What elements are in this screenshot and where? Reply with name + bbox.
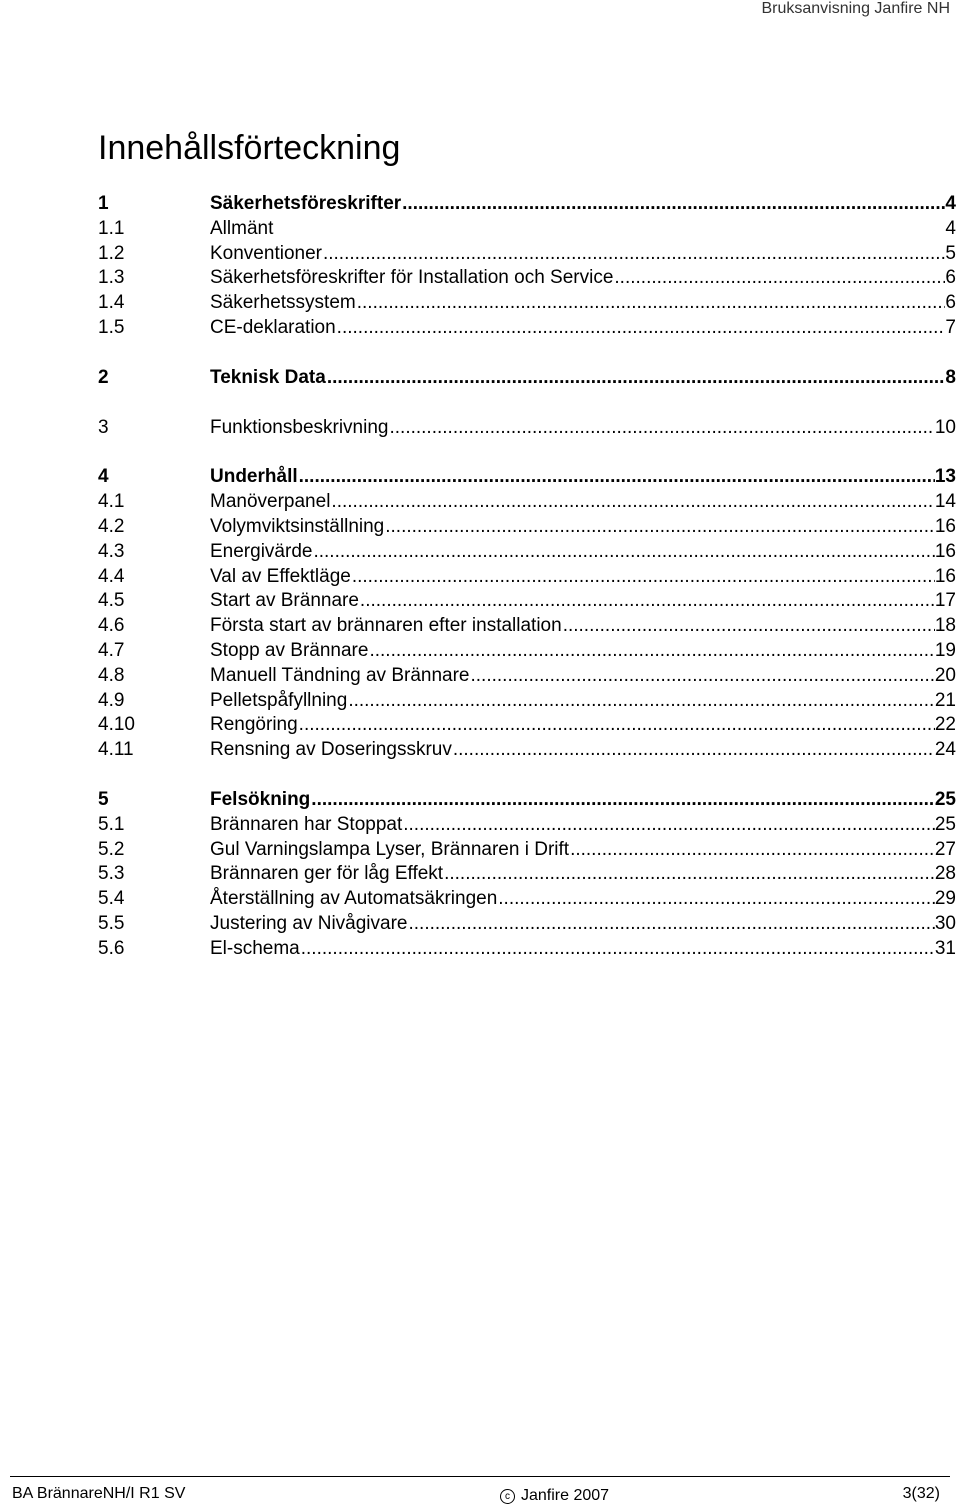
toc-entry-page: 27: [934, 838, 956, 860]
toc-entry-number: 4: [98, 466, 109, 488]
toc-entry-page: 6: [945, 267, 956, 289]
toc-entry-number: 5.4: [98, 888, 125, 910]
toc-entry[interactable]: [98, 689, 956, 714]
toc-entry-page: 31: [934, 937, 956, 959]
running-header: Bruksanvisning Janfire NH: [761, 0, 950, 17]
toc-entry-page: 25: [934, 813, 956, 835]
toc-dot-leader: [300, 937, 935, 962]
toc-entry-title: Volymviktsinställning: [210, 515, 385, 537]
toc-entry-page: 4: [945, 217, 956, 239]
toc-entry[interactable]: [98, 465, 956, 490]
toc-entry[interactable]: [98, 217, 956, 242]
toc-entry[interactable]: [98, 316, 956, 341]
document-id: BA BrännareNH/I R1 SV: [12, 1485, 186, 1502]
toc-entry-page: 30: [934, 912, 956, 934]
toc-entry-page: 16: [934, 515, 956, 537]
page-footer: [0, 1476, 960, 1503]
toc-entry[interactable]: [98, 862, 956, 887]
toc-entry-number: 4.3: [98, 540, 125, 562]
toc-entry-number: 5.2: [98, 838, 125, 860]
toc-dot-leader: [298, 713, 935, 738]
toc-entry-title: Energivärde: [210, 540, 313, 562]
toc-dot-leader: [356, 291, 946, 316]
toc-entry-number: 4.4: [98, 565, 125, 587]
toc-entry-number: 5.3: [98, 863, 125, 885]
copyright-icon: c: [500, 1489, 515, 1504]
toc-dot-leader: [330, 490, 934, 515]
toc-entry-title: Justering av Nivågivare: [210, 912, 408, 934]
toc-dot-leader: [359, 589, 935, 614]
toc-entry-title: Säkerhetssystem: [210, 292, 356, 314]
toc-dot-leader: [310, 788, 935, 813]
toc-entry-title: Felsökning: [210, 788, 311, 810]
toc-entry[interactable]: [98, 565, 956, 590]
toc-entry-page: 17: [934, 590, 956, 612]
toc-entry-title: Återställning av Automatsäkringen: [210, 888, 498, 910]
toc-entry-number: 4.5: [98, 590, 125, 612]
toc-dot-leader: [452, 738, 935, 763]
toc-entry[interactable]: [98, 813, 956, 838]
toc-dot-leader: [368, 639, 934, 664]
toc-entry-page: 5: [945, 242, 956, 264]
page-number: 3(32): [902, 1485, 940, 1502]
toc-entry-title: Säkerhetsföreskrifter för Installation och Service: [210, 267, 614, 289]
toc-entry-page: 28: [934, 863, 956, 885]
toc-entry-number: 1: [98, 193, 109, 214]
toc-dot-leader: [613, 266, 945, 291]
toc-dot-leader: [312, 540, 934, 565]
toc-entry-title: CE-deklaration: [210, 316, 336, 338]
toc-dot-leader: [336, 316, 946, 341]
toc-entry-title: Rensning av Doseringsskruv: [210, 739, 452, 761]
toc-dot-leader: [562, 614, 935, 639]
toc-entry-page: 19: [934, 639, 956, 661]
toc-entry-page: 29: [934, 888, 956, 910]
toc-entry-title: Stopp av Brännare: [210, 639, 369, 661]
table-of-contents: [98, 192, 956, 962]
toc-entry[interactable]: [98, 242, 956, 267]
toc-entry-number: 1.1: [98, 217, 125, 239]
toc-entry-page: 14: [934, 491, 956, 513]
toc-entry-number: 4.9: [98, 689, 125, 711]
toc-entry-title: Manuell Tändning av Brännare: [210, 664, 470, 686]
toc-entry-title: Allmänt: [210, 217, 274, 239]
toc-entry-number: 5.6: [98, 937, 125, 959]
toc-entry[interactable]: [98, 887, 956, 912]
toc-entry-number: 4.10: [98, 714, 135, 736]
toc-entry-title: Start av Brännare: [210, 590, 359, 612]
toc-entry[interactable]: [98, 192, 956, 217]
toc-entry-number: 4.2: [98, 515, 125, 537]
toc-entry-page: 10: [934, 416, 956, 438]
toc-dot-leader: [443, 862, 935, 887]
copyright-notice: [500, 1487, 609, 1505]
toc-entry-title: Brännaren har Stoppat: [210, 813, 403, 835]
toc-entry-page: 16: [934, 565, 956, 587]
toc-entry[interactable]: [98, 912, 956, 937]
toc-entry-number: 1.5: [98, 316, 125, 338]
toc-entry-page: 18: [934, 615, 956, 637]
toc-entry-page: 24: [934, 739, 956, 761]
toc-entry-page: 25: [934, 788, 956, 810]
toc-entry-page: 13: [934, 466, 956, 488]
toc-entry-number: 4.8: [98, 664, 125, 686]
toc-entry-number: 3: [98, 416, 109, 438]
toc-entry-number: 1.4: [98, 292, 125, 314]
toc-entry-title: Konventioner: [210, 242, 322, 264]
toc-dot-leader: [322, 242, 945, 267]
toc-entry[interactable]: [98, 416, 956, 441]
toc-entry[interactable]: [98, 937, 956, 962]
toc-entry[interactable]: [98, 713, 956, 738]
toc-dot-leader: [347, 689, 935, 714]
toc-entry-number: 4.1: [98, 491, 125, 513]
toc-entry[interactable]: [98, 266, 956, 291]
toc-dot-leader: [298, 465, 935, 490]
toc-entry-number: 5.5: [98, 912, 125, 934]
toc-entry-page: 4: [945, 193, 956, 214]
toc-entry-number: 1.2: [98, 242, 125, 264]
toc-entry[interactable]: [98, 664, 956, 689]
footer-divider: [10, 1476, 950, 1477]
toc-entry-page: 22: [934, 714, 956, 736]
toc-dot-leader: [401, 192, 945, 217]
toc-dot-leader: [497, 887, 935, 912]
toc-dot-leader: [407, 912, 934, 937]
toc-entry[interactable]: [98, 291, 956, 316]
toc-entry-number: 4.11: [98, 739, 134, 761]
toc-entry-page: 21: [934, 689, 956, 711]
toc-entry-title: Teknisk Data: [210, 366, 326, 388]
toc-entry-number: 4.7: [98, 639, 125, 661]
toc-entry-number: 2: [98, 366, 109, 388]
toc-entry-number: 5.1: [98, 813, 125, 835]
toc-entry-title: Manöverpanel: [210, 491, 331, 513]
toc-entry-page: 7: [945, 316, 956, 338]
toc-entry-page: 16: [934, 540, 956, 562]
toc-entry-title: Gul Varningslampa Lyser, Brännaren i Drift: [210, 838, 570, 860]
copyright-text: Janfire 2007: [521, 1487, 610, 1504]
toc-dot-leader: [351, 565, 935, 590]
toc-entry-page: 6: [945, 292, 956, 314]
toc-entry-title: El-schema: [210, 937, 300, 959]
toc-entry[interactable]: [98, 366, 956, 391]
toc-entry[interactable]: [98, 515, 956, 540]
toc-entry-number: 1.3: [98, 267, 125, 289]
toc-entry[interactable]: [98, 738, 956, 763]
toc-entry-title: Val av Effektläge: [210, 565, 351, 587]
toc-entry-title: Rengöring: [210, 714, 298, 736]
toc-entry[interactable]: [98, 540, 956, 565]
toc-dot-leader: [402, 813, 935, 838]
toc-dot-leader: [388, 416, 934, 441]
toc-entry-page: 8: [945, 366, 956, 388]
page-title: Innehållsförteckning: [98, 129, 401, 167]
toc-entry-title: Brännaren ger för låg Effekt: [210, 863, 444, 885]
toc-entry[interactable]: [98, 639, 956, 664]
toc-dot-leader: [470, 664, 935, 689]
toc-entry-title: Säkerhetsföreskrifter: [210, 193, 402, 214]
toc-entry-title: Funktionsbeskrivning: [210, 416, 389, 438]
toc-entry[interactable]: [98, 490, 956, 515]
toc-entry-number: 5: [98, 788, 109, 810]
toc-entry[interactable]: [98, 614, 956, 639]
toc-entry-number: 4.6: [98, 615, 125, 637]
toc-entry-page: 20: [934, 664, 956, 686]
toc-entry[interactable]: [98, 589, 956, 614]
toc-entry[interactable]: [98, 788, 956, 813]
toc-entry-title: Första start av brännaren efter installation: [210, 615, 562, 637]
toc-entry[interactable]: [98, 838, 956, 863]
toc-entry-title: Underhåll: [210, 466, 298, 488]
toc-entry-title: Pelletspåfyllning: [210, 689, 348, 711]
toc-dot-leader: [384, 515, 935, 540]
toc-dot-leader: [326, 366, 946, 391]
toc-dot-leader: [569, 838, 935, 863]
